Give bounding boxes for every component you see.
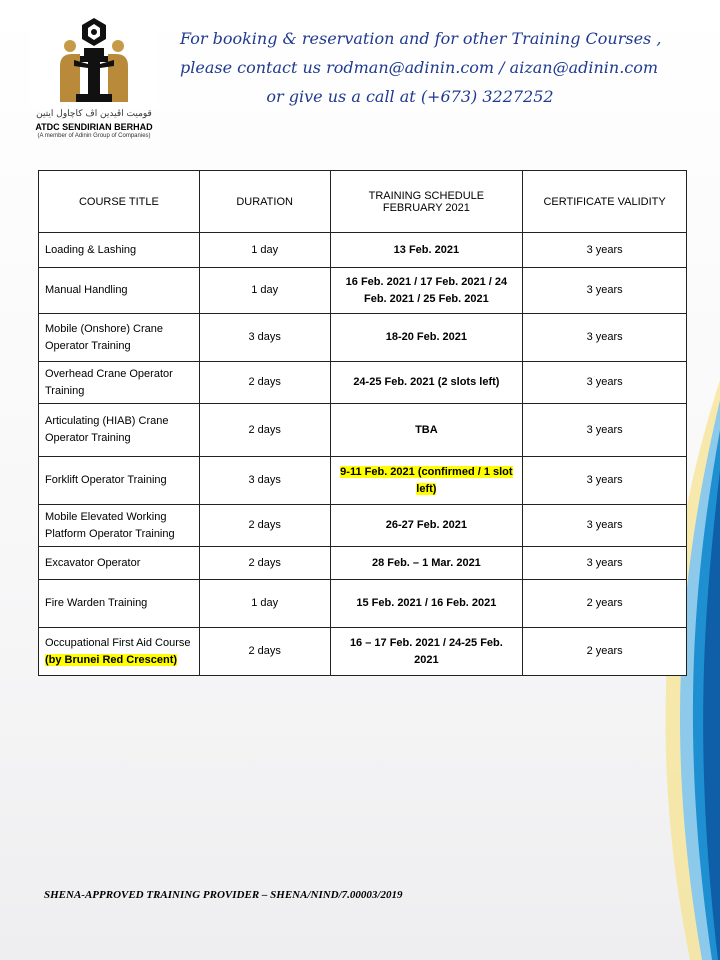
course-schedule: 16 – 17 Feb. 2021 / 24-25 Feb. 2021 [330, 628, 523, 676]
table-row [39, 362, 687, 404]
course-title: Excavator Operator [39, 547, 200, 580]
table-row [39, 505, 687, 547]
contact-line-2: please contact us rodman@adinin.com / aizan@adinin.com [180, 58, 659, 77]
header-schedule-line1: TRAINING SCHEDULE [368, 189, 485, 202]
certificate-validity: 3 years [523, 505, 687, 547]
schedule-highlight: 9-11 Feb. 2021 (confirmed / 1 slot left) [340, 465, 513, 495]
course-title: Articulating (HIAB) Crane Operator Training [39, 404, 200, 457]
certificate-validity: 3 years [523, 314, 687, 362]
course-schedule: 15 Feb. 2021 / 16 Feb. 2021 [330, 580, 523, 628]
header-schedule-line2: FEBRUARY 2021 [382, 201, 470, 214]
logo-arabic-text: قوميت اڤيدين اڤ كاچاول ايتين [36, 109, 152, 119]
course-schedule: 18-20 Feb. 2021 [330, 314, 523, 362]
course-duration: 2 days [199, 628, 330, 676]
course-duration: 1 day [199, 268, 330, 314]
logo-member-note: (A member of Adinin Group of Companies) [37, 133, 151, 139]
header-course-title: COURSE TITLE [39, 171, 200, 233]
course-schedule: 28 Feb. – 1 Mar. 2021 [330, 547, 523, 580]
course-schedule: 13 Feb. 2021 [330, 233, 523, 268]
course-title: Occupational First Aid Course [45, 636, 191, 649]
course-title-note: (by Brunei Red Crescent) [45, 653, 178, 666]
training-schedule-table [38, 170, 687, 676]
course-title: Forklift Operator Training [39, 457, 200, 505]
course-duration: 1 day [199, 233, 330, 268]
table-row [39, 628, 687, 676]
logo-emblem-icon [30, 14, 158, 109]
certificate-validity: 2 years [523, 580, 687, 628]
course-title: Mobile Elevated Working Platform Operator Training [39, 505, 200, 547]
course-duration: 2 days [199, 404, 330, 457]
header-training-schedule [330, 171, 523, 233]
course-schedule: 16 Feb. 2021 / 17 Feb. 2021 / 24 Feb. 2021 / 25 Feb. 2021 [330, 268, 523, 314]
certificate-validity: 3 years [523, 457, 687, 505]
course-schedule-available: 24-25 Feb. 2021 (2 slots left) [330, 362, 523, 404]
company-logo [30, 14, 158, 144]
table-row [39, 404, 687, 457]
table-row [39, 547, 687, 580]
header-duration: DURATION [199, 171, 330, 233]
course-schedule-highlighted [330, 457, 523, 505]
certificate-validity: 3 years [523, 268, 687, 314]
course-title: Mobile (Onshore) Crane Operator Training [39, 314, 200, 362]
course-duration: 3 days [199, 457, 330, 505]
certificate-validity: 3 years [523, 233, 687, 268]
certificate-validity: 3 years [523, 547, 687, 580]
certificate-validity: 3 years [523, 362, 687, 404]
table-header-row [39, 171, 687, 233]
course-duration: 1 day [199, 580, 330, 628]
course-duration: 3 days [199, 314, 330, 362]
table-row [39, 268, 687, 314]
course-duration: 2 days [199, 505, 330, 547]
course-title: Manual Handling [39, 268, 200, 314]
table-row [39, 580, 687, 628]
course-schedule-tba: TBA [330, 404, 523, 457]
table-row [39, 233, 687, 268]
table-row [39, 457, 687, 505]
contact-info [180, 24, 662, 111]
course-duration: 2 days [199, 547, 330, 580]
course-duration: 2 days [199, 362, 330, 404]
table-row [39, 314, 687, 362]
accreditation-footer: SHENA-APPROVED TRAINING PROVIDER – SHENA/NIND/7.00003/2019 [44, 889, 403, 901]
course-title-cell [39, 628, 200, 676]
contact-line-3: or give us a call at (+673) 3227252 [266, 87, 554, 106]
certificate-validity: 2 years [523, 628, 687, 676]
certificate-validity: 3 years [523, 404, 687, 457]
header-certificate-validity: CERTIFICATE VALIDITY [523, 171, 687, 233]
logo-company-name: ATDC SENDIRIAN BERHAD [35, 122, 153, 132]
course-title: Fire Warden Training [39, 580, 200, 628]
course-title: Overhead Crane Operator Training [39, 362, 200, 404]
course-title: Loading & Lashing [39, 233, 200, 268]
contact-line-1: For booking & reservation and for other Training Courses , [180, 29, 662, 48]
course-schedule: 26-27 Feb. 2021 [330, 505, 523, 547]
